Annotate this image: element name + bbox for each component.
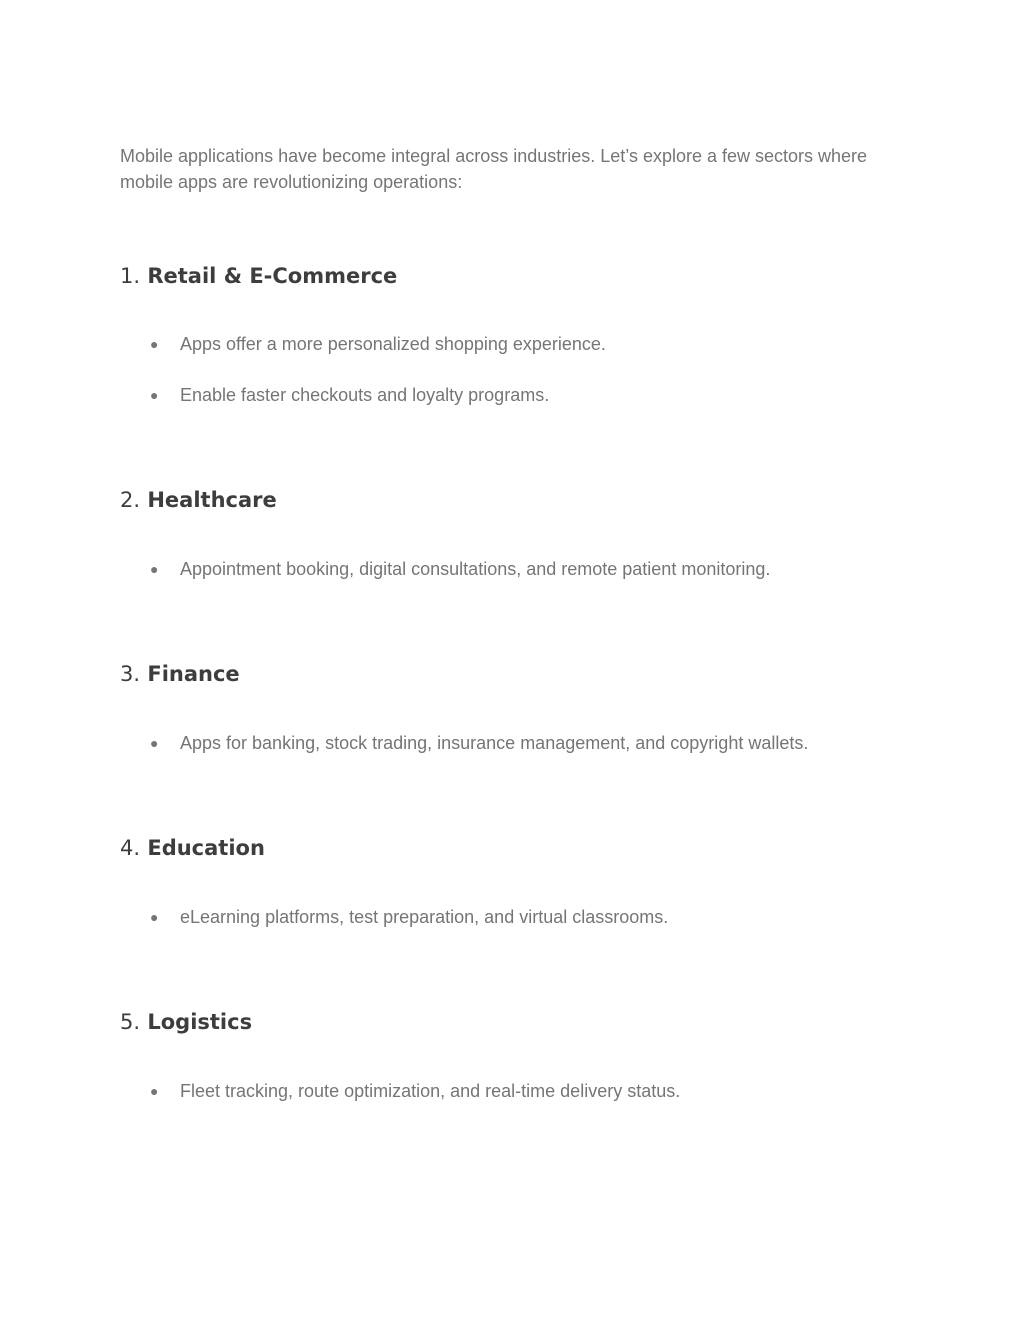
bullet-icon: ● — [150, 387, 159, 403]
list-item-text: Enable faster checkouts and loyalty programs. — [180, 385, 550, 405]
list-item-text: Apps offer a more personalized shopping experience. — [180, 334, 606, 354]
section-title: Retail & E-Commerce — [147, 264, 398, 288]
list-item — [150, 557, 770, 581]
list-item — [150, 731, 808, 755]
list-item-text: Fleet tracking, route optimization, and real-time delivery status. — [180, 1081, 681, 1101]
bullet-icon: ● — [150, 1083, 159, 1099]
section-title: Logistics — [147, 1010, 253, 1034]
list-item-text: Apps for banking, stock trading, insurance management, and copyright wallets. — [180, 733, 809, 753]
section-heading-finance — [120, 660, 240, 688]
section-heading-healthcare — [120, 486, 277, 514]
section-number: 2. — [120, 488, 141, 512]
bullet-icon: ● — [150, 909, 159, 925]
bullet-icon: ● — [150, 735, 159, 751]
section-number: 3. — [120, 662, 141, 686]
list-item — [150, 383, 549, 407]
list-item — [150, 332, 606, 356]
section-heading-logistics — [120, 1008, 252, 1036]
section-title: Finance — [147, 662, 240, 686]
list-item — [150, 905, 668, 929]
list-item — [150, 1079, 680, 1103]
section-heading-education — [120, 834, 265, 862]
section-title: Education — [147, 836, 265, 860]
intro-paragraph: Mobile applications have become integral across industries. Let’s explore a few sectors where mobile apps are revolutionizing operations: — [120, 146, 868, 192]
section-number: 5. — [120, 1010, 141, 1034]
bullet-icon: ● — [150, 336, 159, 352]
section-heading-retail — [120, 262, 397, 290]
section-number: 1. — [120, 264, 141, 288]
list-item-text: eLearning platforms, test preparation, and virtual classrooms. — [180, 907, 669, 927]
section-title: Healthcare — [147, 488, 277, 512]
section-number: 4. — [120, 836, 141, 860]
bullet-icon: ● — [150, 561, 159, 577]
list-item-text: Appointment booking, digital consultations, and remote patient monitoring. — [180, 559, 771, 579]
